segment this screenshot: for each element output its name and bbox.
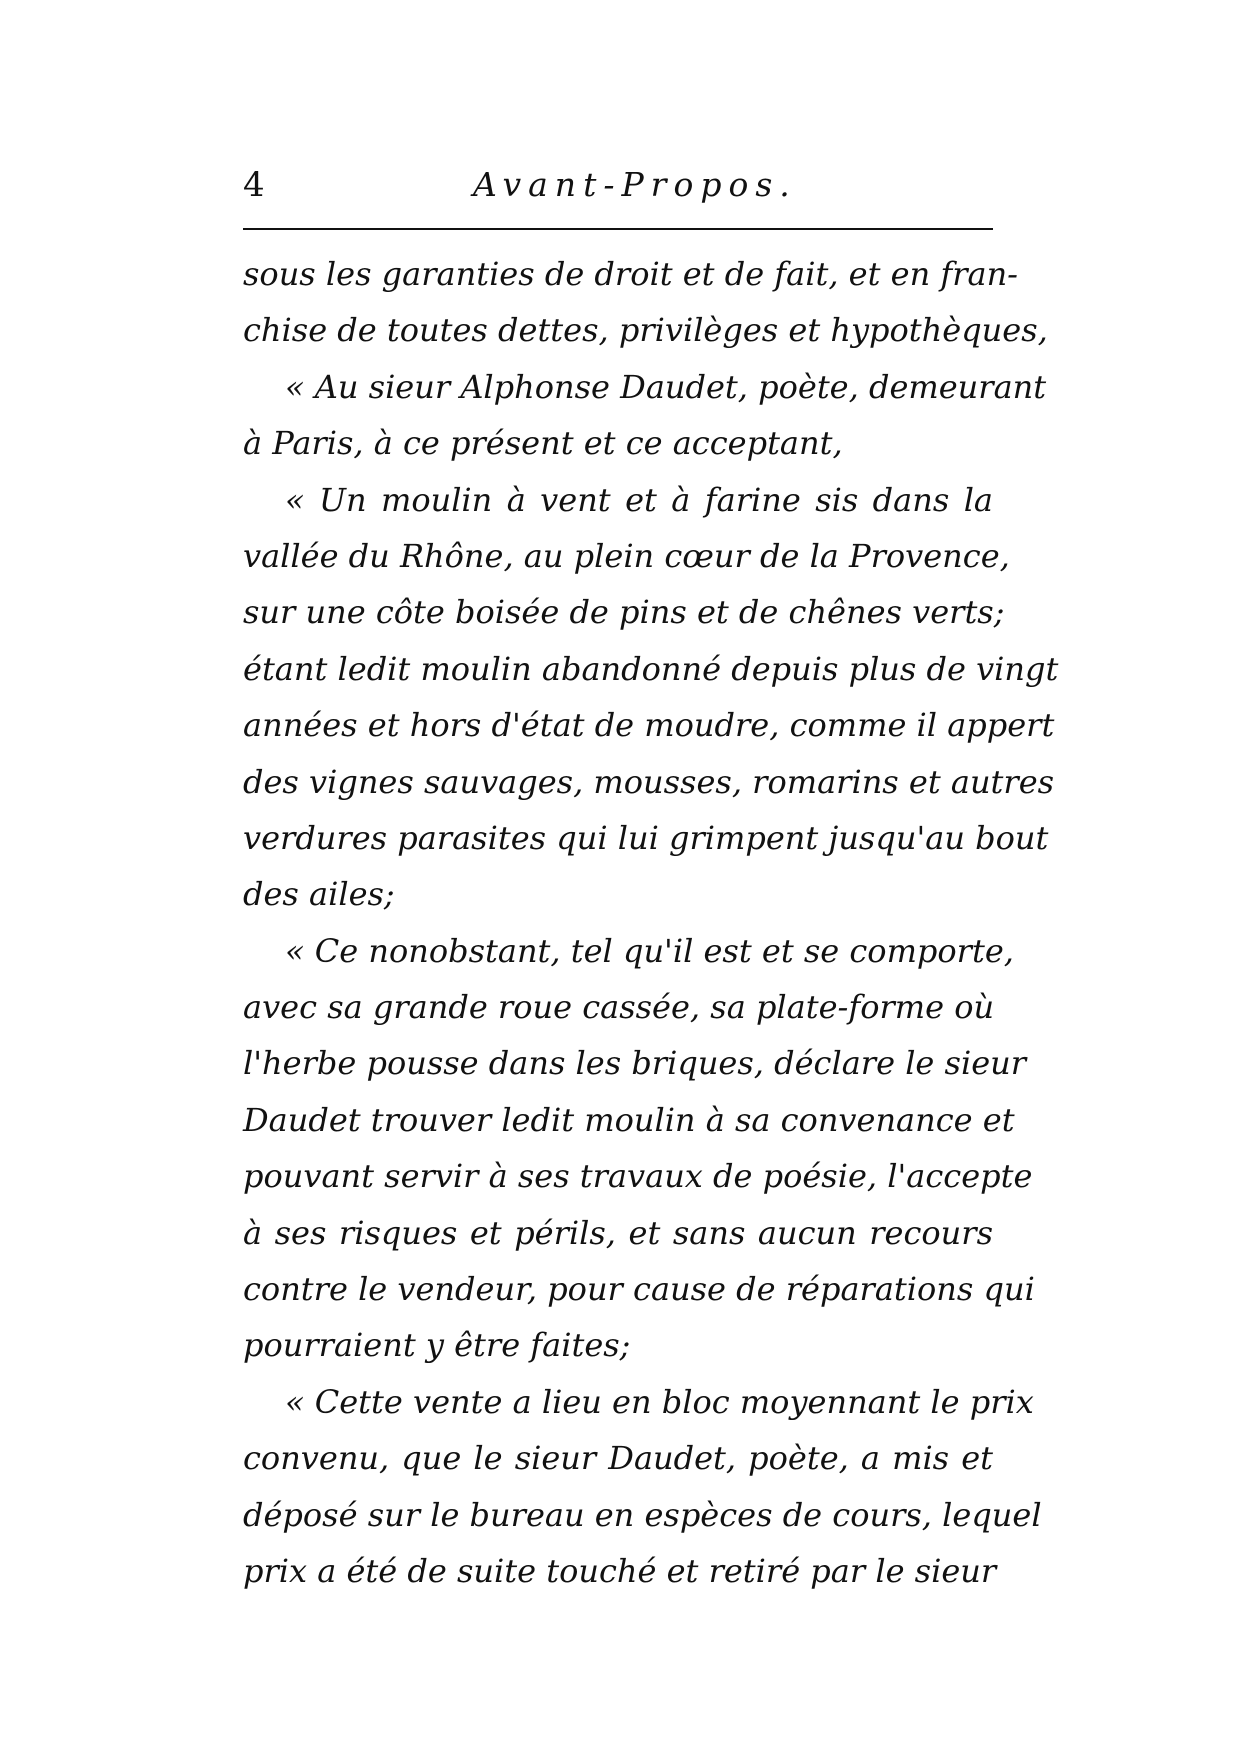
header-rule [243,228,993,230]
page-number: 4 [243,165,265,205]
text-line: convenu, que le sieur Daudet, poète, a mis et [243,1439,993,1478]
text-line: verdures parasites qui lui grimpent jusqu'au bout [243,818,1049,857]
text-line: « Un moulin à vent et à farine sis dans la [285,480,993,519]
text-line: pourraient y être faites; [243,1326,631,1365]
text-line: contre le vendeur, pour cause de réparations qui [243,1270,1035,1309]
body-text [243,246,1059,1599]
text-line: vallée du Rhône, au plein cœur de la Provence, [243,536,1010,575]
text-line: avec sa grande roue cassée, sa plate-forme où [243,988,995,1027]
text-line: « Au sieur Alphonse Daudet, poète, demeurant [285,367,1047,406]
text-line: « Cette vente a lieu en bloc moyennant le prix [285,1382,1034,1421]
running-head [243,160,993,210]
text-line: chise de toutes dettes, privilèges et hypothèques, [243,311,1048,350]
text-line: années et hors d'état de moudre, comme il appert [243,706,1055,745]
text-line: des ailes; [243,875,395,914]
text-line: déposé sur le bureau en espèces de cours, lequel [243,1495,1042,1534]
text-line: Daudet trouver ledit moulin à sa convenance et [243,1100,1015,1139]
text-line: à Paris, à ce présent et ce acceptant, [243,424,843,463]
text-line: à ses risques et périls, et sans aucun recours [243,1213,993,1252]
running-title: Avant-Propos. [473,165,797,204]
text-line: l'herbe pousse dans les briques, déclare le sieur [243,1044,1027,1083]
text-line: pouvant servir à ses travaux de poésie, l'accepte [243,1157,1033,1196]
text-line: des vignes sauvages, mousses, romarins et autres [243,762,1055,801]
text-line: « Ce nonobstant, tel qu'il est et se comporte, [285,931,1014,970]
text-line: sous les garanties de droit et de fait, et en fran- [243,255,1018,293]
text-line: sur une côte boisée de pins et de chênes verts; [243,593,1005,632]
text-line: étant ledit moulin abandonné depuis plus de vingt [243,649,1059,688]
text-line: prix a été de suite touché et retiré par le sieur [243,1551,997,1590]
